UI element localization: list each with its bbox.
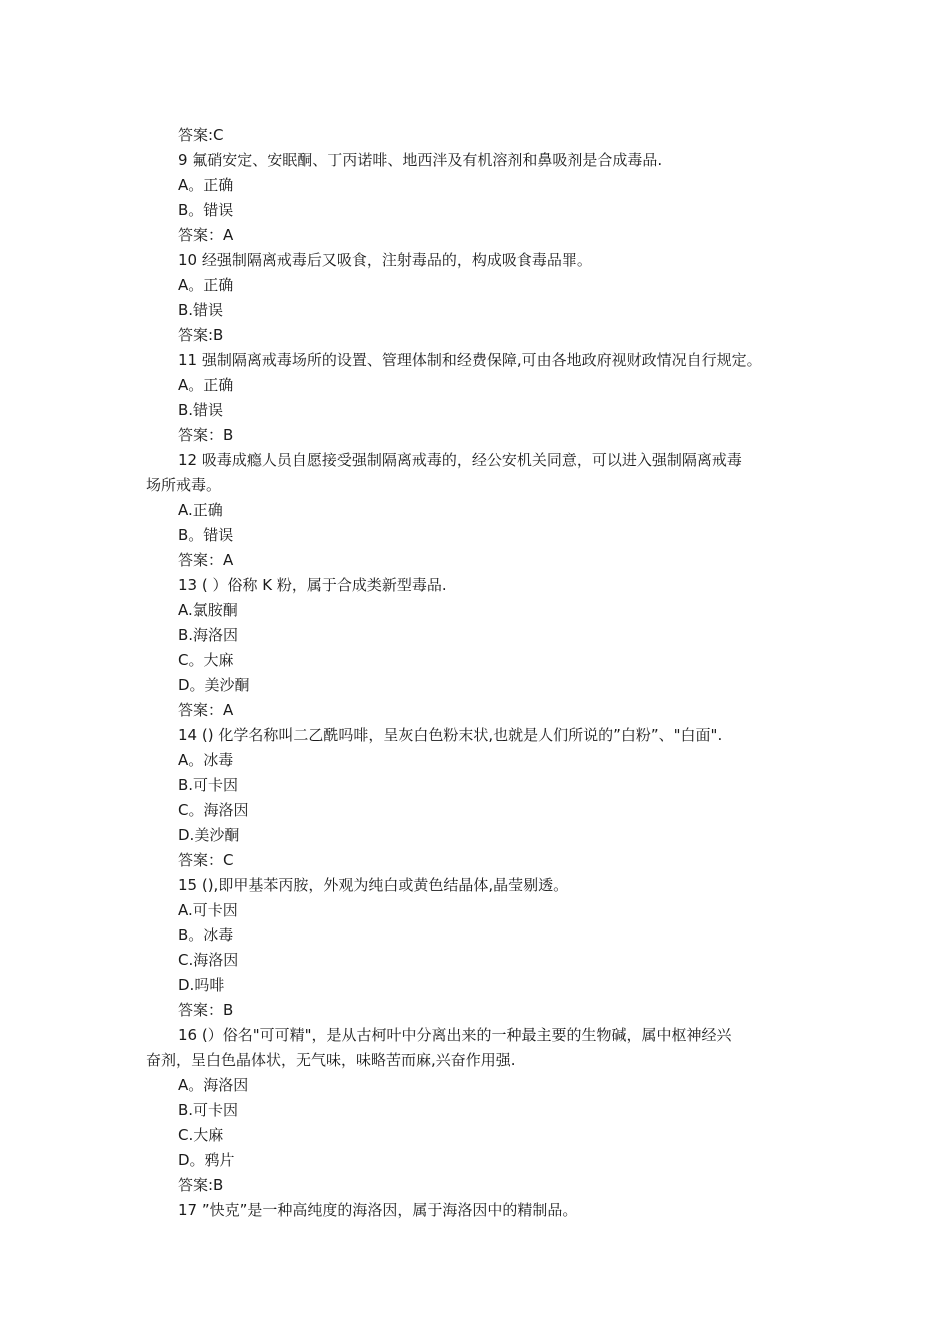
text-line: 11 强制隔离戒毒场所的设置、管理体制和经费保障,可由各地政府视财政情况自行规定。 <box>178 351 762 369</box>
text-line: 9 氟硝安定、安眠酮、丁丙诺啡、地西泮及有机溶剂和鼻吸剂是合成毒品. <box>178 151 663 169</box>
text-line: B.海洛因 <box>178 626 239 644</box>
text-line: 答案：C <box>178 851 234 869</box>
text-line: 答案：A <box>178 551 234 569</box>
text-line: C.海洛因 <box>178 951 239 969</box>
text-line: 答案：A <box>178 226 234 244</box>
text-line: B。错误 <box>178 526 234 544</box>
text-line: 10 经强制隔离戒毒后又吸食，注射毒品的，构成吸食毒品罪。 <box>178 251 592 269</box>
text-line: 答案:B <box>178 1176 224 1194</box>
text-line: 14 () 化学名称叫二乙酰吗啡，呈灰白色粉末状,也就是人们所说的”白粉”、"白面". <box>178 726 723 744</box>
text-line: C.大麻 <box>178 1126 224 1144</box>
text-line: B.可卡因 <box>178 776 239 794</box>
text-line: 13 ( ）俗称 K 粉，属于合成类新型毒品. <box>178 576 447 594</box>
text-line: A。正确 <box>178 376 234 394</box>
text-line: A.氯胺酮 <box>178 601 238 619</box>
text-line: A。正确 <box>178 276 234 294</box>
text-line: C。大麻 <box>178 651 234 669</box>
document-body <box>146 123 826 1223</box>
text-line: A。正确 <box>178 176 234 194</box>
text-line: 15 (),即甲基苯丙胺，外观为纯白或黄色结晶体,晶莹剔透。 <box>178 876 569 894</box>
text-line: 16 (）俗名"可可精"，是从古柯叶中分离出来的一种最主要的生物碱，属中枢神经兴 <box>178 1026 732 1044</box>
text-line: 答案:B <box>178 326 224 344</box>
text-line: A.正确 <box>178 501 223 519</box>
text-line: 答案：B <box>178 1001 234 1019</box>
text-line: A。冰毒 <box>178 751 234 769</box>
text-line: 答案:C <box>178 126 224 144</box>
text-line: B。错误 <box>178 201 234 219</box>
text-line: 答案：A <box>178 701 234 719</box>
text-line: A。海洛因 <box>178 1076 249 1094</box>
text-line: B.可卡因 <box>178 1101 239 1119</box>
text-line: D。美沙酮 <box>178 676 250 694</box>
text-line: 奋剂，呈白色晶体状，无气味，味略苦而麻,兴奋作用强. <box>146 1051 516 1069</box>
text-line: 答案：B <box>178 426 234 444</box>
text-line: 12 吸毒成瘾人员自愿接受强制隔离戒毒的，经公安机关同意，可以进入强制隔离戒毒 <box>178 451 742 469</box>
text-line: A.可卡因 <box>178 901 238 919</box>
text-line: D.吗啡 <box>178 976 225 994</box>
text-line: B.错误 <box>178 401 224 419</box>
text-line: 场所戒毒。 <box>146 476 222 494</box>
text-line: D。鸦片 <box>178 1151 235 1169</box>
text-line: B.错误 <box>178 301 224 319</box>
text-line: D.美沙酮 <box>178 826 240 844</box>
text-line: 17 ”快克”是一种高纯度的海洛因，属于海洛因中的精制品。 <box>178 1201 578 1219</box>
text-line: B。冰毒 <box>178 926 234 944</box>
text-line: C。海洛因 <box>178 801 249 819</box>
